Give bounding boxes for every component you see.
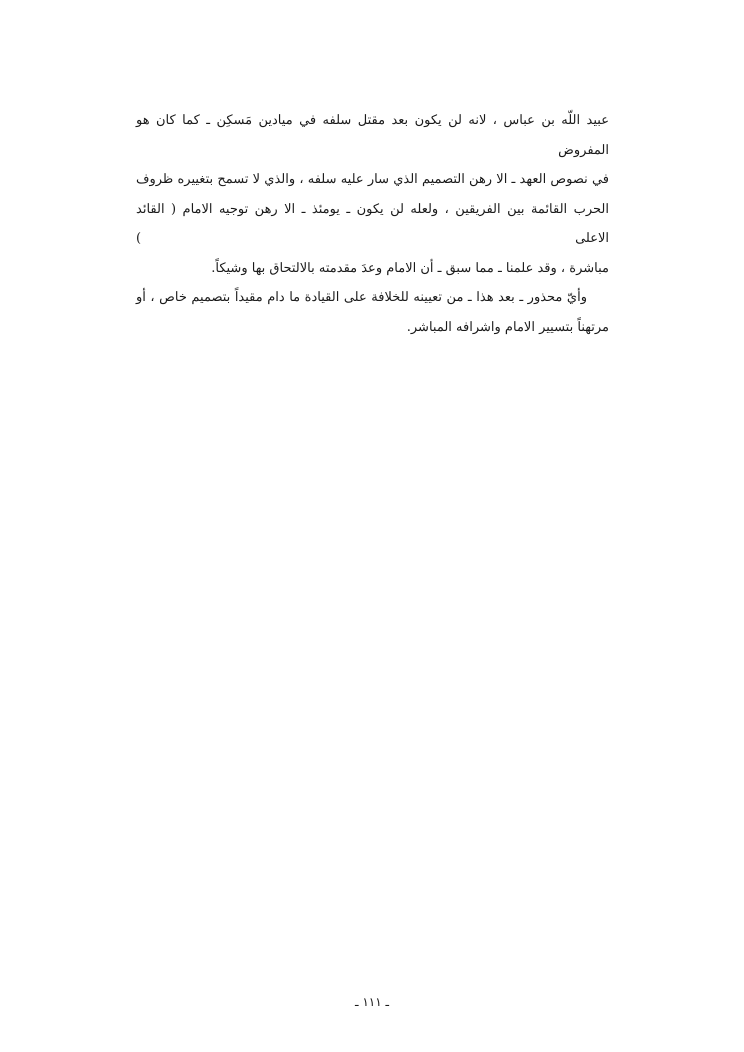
page-number: ـ ١١١ ـ: [354, 995, 390, 1009]
text-line: مباشرة ، وقد علمنا ـ مما سبق ـ أن الامام وعدَ مقدمته بالالتحاق بها وشيكاً.: [211, 260, 609, 276]
paragraph-2: [136, 283, 609, 342]
text-line: وأيّ محذور ـ بعد هذا ـ من تعيينه للخلافة على القيادة ما دام مقيداً بتصميم خاص ، أو: [136, 290, 587, 305]
text-line: الحرب القائمة بين الفريقين ، ولعله لن يكون ـ يومئذ ـ الا رهن توجيه الامام ( القائد الاعلى ): [136, 201, 609, 246]
text-line: في نصوص العهد ـ الا رهن التصميم الذي سار عليه سلفه ، والذي لا تسمح بتغييره ظروف: [136, 172, 609, 187]
text-line: عبيد اللّه بن عباس ، لانه لن يكون بعد مقتل سلفه في ميادين مَسكِن ـ كما كان هو المفروض: [136, 113, 609, 158]
text-line: مرتهناً بتسيير الامام واشرافه المباشر.: [406, 319, 609, 335]
body-text: [136, 106, 609, 342]
paragraph-1: [136, 106, 609, 283]
